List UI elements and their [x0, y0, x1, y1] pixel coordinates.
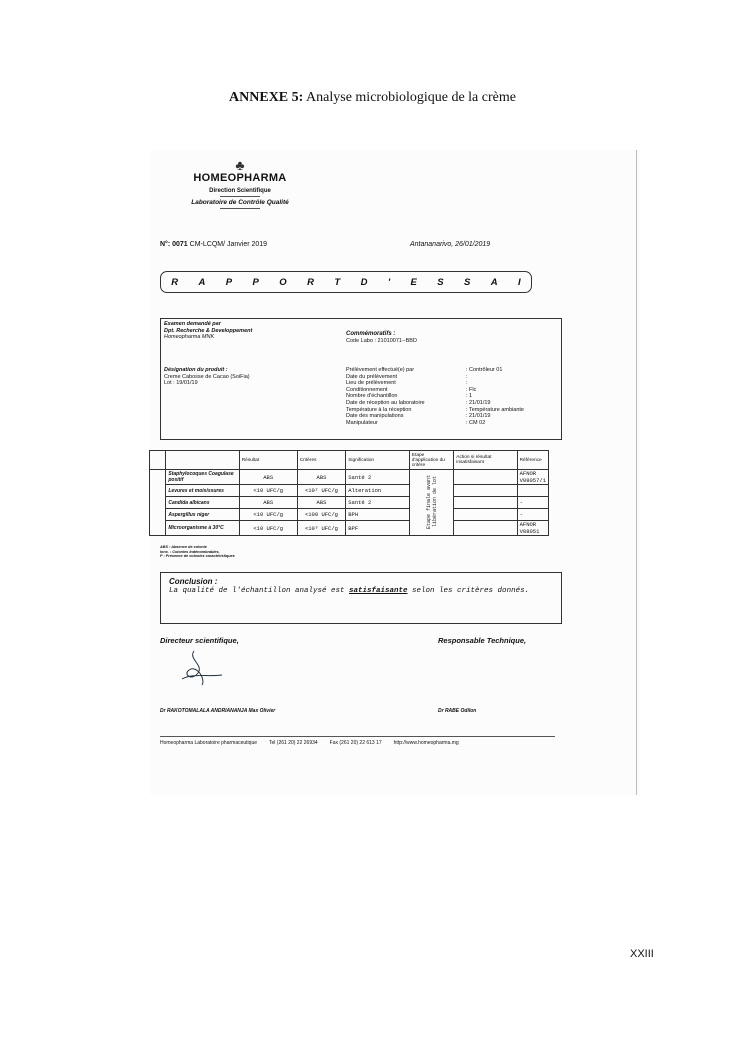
field-value: : Flc: [466, 386, 477, 393]
organism-cell: Aspergillus niger: [166, 509, 239, 521]
result-cell: ABS: [239, 470, 297, 485]
footer-fax: Fax (261 20) 22 613 17: [329, 740, 382, 746]
laboratory-label: Laboratoire de Contrôle Qualité: [191, 199, 289, 206]
banner-letter: I: [518, 276, 521, 288]
sample-info-box: [160, 318, 562, 440]
product-lot: Lot : 19/01/19: [164, 380, 198, 387]
field-label: Lieu de prélèvement: [346, 380, 396, 387]
divider: [220, 196, 260, 197]
field-value: : CM 02: [466, 419, 486, 426]
meaning-cell: BPH: [346, 509, 410, 521]
banner-letter: R: [307, 276, 314, 288]
field-label: Date de réception au laboratoire: [346, 399, 425, 406]
field-label: Date du prélèvement: [346, 373, 398, 380]
conclusion-title: Conclusion :: [169, 577, 218, 586]
field-label: Manipulateur: [346, 419, 378, 426]
place-date: Antananarivo, 26/01/2019: [410, 241, 491, 248]
sampling-fields: [346, 367, 556, 426]
field-row: [346, 420, 556, 427]
table-row: [150, 521, 549, 536]
banner-letter: T: [334, 276, 341, 288]
organism-cell: Levures et moisissures: [166, 485, 239, 497]
banner-letter: S: [464, 276, 471, 288]
field-value: : 21/01/19: [466, 413, 491, 420]
banner-letter: O: [279, 276, 287, 288]
reference-cell: -: [517, 509, 548, 521]
meaning-cell: Alteration: [346, 485, 410, 497]
signature-mark: [180, 645, 225, 690]
divider: [220, 208, 260, 209]
criteria-cell: ABS: [297, 470, 346, 485]
header-cell: [166, 451, 239, 470]
director-name: Dr RAKOTOMALALA ANDRIANANJA Max Olivier: [160, 708, 276, 714]
direction-label: Direction Scientifique: [209, 188, 271, 194]
reference-cell: -: [517, 497, 548, 509]
header-cell: Résultat: [239, 451, 297, 470]
comments-label: Commémoratifs :: [346, 331, 396, 337]
request-department: Dpt. Recherche & Developpement: [164, 327, 253, 334]
banner-letter: P: [252, 276, 259, 288]
footer-company: Homeopharma Laboratoire pharmaceutique: [160, 740, 258, 746]
banner-letter: E: [410, 276, 417, 288]
code-labo: Code Labo : 21010071--BBD: [346, 337, 417, 344]
result-cell: <10 UFC/g: [239, 485, 297, 497]
product-block: [164, 367, 250, 387]
criteria-cell: <100 UFC/g: [297, 509, 346, 521]
organism-cell: Candida albicans: [166, 497, 239, 509]
product-name: Creme Cabosse de Cacao (SoiFia): [164, 373, 250, 380]
field-row: [346, 413, 556, 420]
step-text: Etape finale avant libération de lot: [425, 474, 438, 529]
report-footer: [160, 740, 471, 746]
conclusion-box: [160, 572, 562, 624]
field-label: Température à la réception: [346, 406, 412, 413]
meaning-cell: Santé 2: [346, 470, 410, 485]
report-number: [160, 241, 267, 248]
annex-heading: [0, 90, 745, 106]
conclusion-before: La qualité de l'échantillon analysé est: [169, 587, 350, 595]
field-row: [346, 380, 556, 387]
product-label: Désignation du produit :: [164, 367, 228, 373]
scan-edge: [636, 150, 637, 795]
footer-divider: [160, 736, 555, 737]
criteria-cell: ABS: [297, 497, 346, 509]
header-cell: Critères: [297, 451, 346, 470]
header-cell: Etape d'application du critère: [409, 451, 453, 470]
field-value: :: [466, 380, 468, 387]
ref-value: CM-LCQM/ Janvier 2019: [187, 241, 268, 248]
banner-letter: S: [437, 276, 444, 288]
table-row: [150, 470, 549, 485]
field-label: Prélèvement effectué(e) par: [346, 367, 415, 373]
field-value: : 21/01/19: [466, 399, 491, 406]
result-cell: <10 UFC/g: [239, 521, 297, 536]
table-row: [150, 497, 549, 509]
action-cell: [454, 521, 517, 536]
banner-letter: R: [171, 276, 179, 288]
conclusion-text: [169, 587, 554, 597]
annex-label: ANNEXE 5:: [229, 90, 304, 105]
results-table: [149, 450, 549, 536]
footer-tel: Tel (261 20) 22 26934: [269, 740, 318, 746]
request-block: [164, 321, 344, 341]
table-legend: [160, 545, 235, 559]
header-cell: Référence: [517, 451, 548, 470]
action-cell: [454, 497, 517, 509]
footer-web: http://www.homeopharma.mg: [393, 740, 459, 746]
report-banner: [160, 271, 532, 293]
legend-item: ABS : Absence de colonie: [160, 545, 207, 549]
criteria-cell: <10³ UFC/g: [297, 521, 346, 536]
brand-name: HOMEOPHARMA: [193, 172, 287, 184]
comments-block: [346, 331, 417, 344]
page-number: XXIII: [630, 948, 654, 960]
conclusion-highlight: satisfaisante: [349, 587, 408, 595]
field-row: [346, 374, 556, 381]
reference-cell: [517, 485, 548, 497]
director-title: Directeur scientifique,: [160, 636, 239, 645]
company-logo: [185, 158, 295, 211]
action-cell: [454, 485, 517, 497]
header-cell: [150, 451, 166, 470]
conclusion-after: selon les critères donnés.: [407, 587, 530, 595]
meaning-cell: Santé 2: [346, 497, 410, 509]
banner-letter: ': [387, 276, 391, 288]
field-label: Date des manipulations: [346, 413, 404, 420]
technical-manager-name: Dr RABE Odilon: [438, 708, 477, 714]
table-row: [150, 485, 549, 497]
result-cell: <10 UFC/g: [239, 509, 297, 521]
legend-item: P : Présence de colonies caractéristiques: [160, 554, 235, 558]
request-company: Homeopharma MNK: [164, 334, 215, 341]
banner-letter: A: [198, 276, 206, 288]
step-cell: [409, 470, 453, 536]
request-label: Examen demandé par: [164, 321, 221, 327]
header-cell: Action si résultat insatisfaisant: [454, 451, 517, 470]
field-row: [346, 407, 556, 414]
action-cell: [454, 509, 517, 521]
reference-cell: AFNOR V08057/1: [517, 470, 548, 485]
table-header-row: [150, 451, 549, 470]
reference-cell: AFNOR V08051: [517, 521, 548, 536]
field-label: Conditionnement: [346, 386, 388, 393]
criteria-cell: <10² UFC/g: [297, 485, 346, 497]
meaning-cell: BPF: [346, 521, 410, 536]
field-row: [346, 367, 556, 374]
annex-title: Analyse microbiologique de la crème: [303, 90, 516, 105]
field-value: : Température ambiante: [466, 406, 524, 413]
blank-cell: [150, 470, 166, 536]
banner-letter: A: [490, 276, 498, 288]
header-cell: Signification: [346, 451, 410, 470]
organism-cell: Staphylocoques Coagulase positif: [166, 470, 239, 485]
ref-label: N°: 0071: [160, 241, 188, 248]
field-row: [346, 387, 556, 394]
technical-manager-title: Responsable Technique,: [438, 636, 527, 645]
scanned-report: [150, 150, 640, 795]
field-row: [346, 393, 556, 400]
field-value: : Contrôleur 01: [466, 367, 503, 373]
field-value: :: [466, 373, 468, 380]
field-value: : 1: [466, 393, 473, 400]
action-cell: [454, 470, 517, 485]
banner-letter: D: [360, 276, 368, 288]
leaf-icon: ♣: [235, 157, 245, 173]
field-row: [346, 400, 556, 407]
field-label: Nombre d'échantillon: [346, 393, 398, 400]
banner-letter: P: [225, 276, 233, 288]
result-cell: ABS: [239, 497, 297, 509]
legend-item: Innc. : Colonies Indénombrables,: [160, 549, 220, 554]
table-row: [150, 509, 549, 521]
organism-cell: Microorganisme à 30°C: [166, 521, 239, 536]
